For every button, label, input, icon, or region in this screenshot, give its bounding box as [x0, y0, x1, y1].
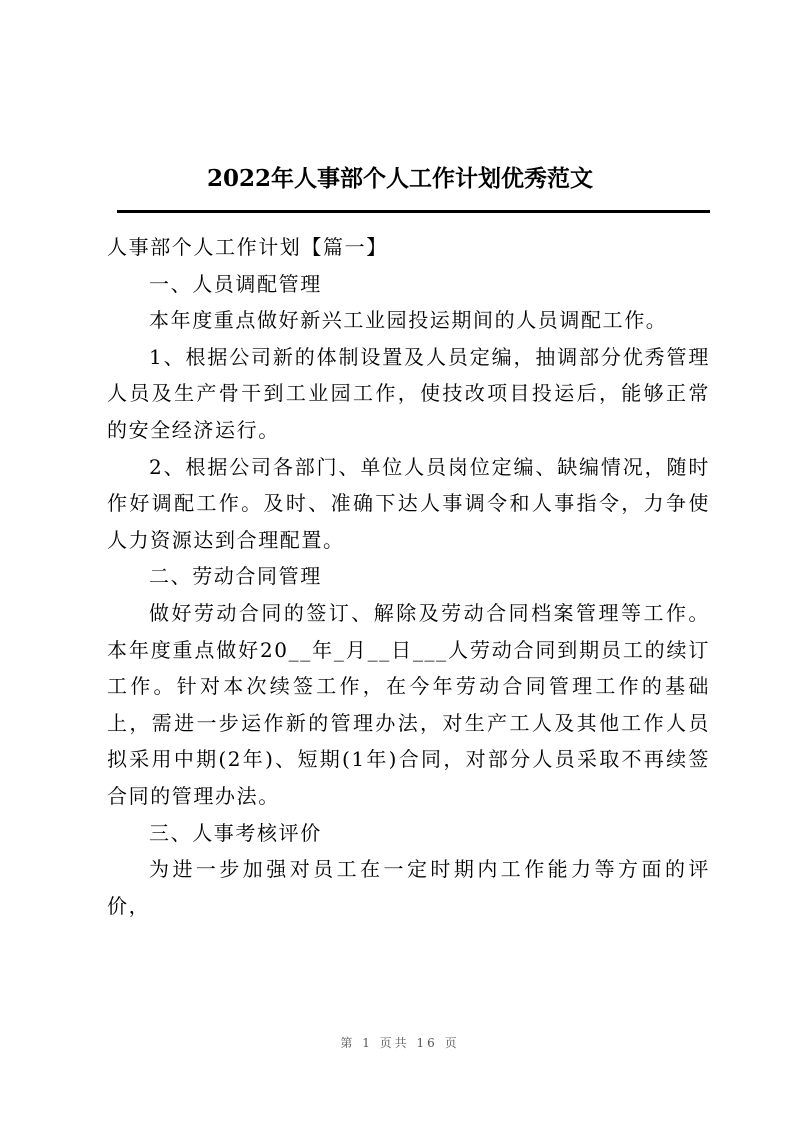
document-body	[107, 229, 710, 924]
paragraph: 本年度重点做好新兴工业园投运期间的人员调配工作。	[149, 308, 668, 333]
title-divider	[117, 210, 710, 213]
paragraph: 2、根据公司各部门、单位人员岗位定编、缺编情况，随时作好调配工作。及时、准确下达人事调令和人事指令，力争使人力资源达到合理配置。	[107, 454, 710, 552]
paragraph: 为进一步加强对员工在一定时期内工作能力等方面的评价，	[107, 857, 710, 918]
heading-personnel-assessment: 三、人事考核评价	[149, 820, 322, 845]
heading-labor-contract: 二、劳动合同管理	[149, 564, 322, 589]
paragraph: 做好劳动合同的签订、解除及劳动合同档案管理等工作。本年度重点做好20__年_月__日___人劳动合同到期员工的续订工作。针对本次续签工作，在今年劳动合同管理工作的基础上，需进一步运作新的管理办法，对生产工人及其他工作人员拟采用中期(2年)、短期(1年)合同，对部分人员采取不再续签合同的管理办法。	[107, 600, 710, 808]
section-heading-part-one: 人事部个人工作计划【篇一】	[107, 235, 388, 259]
heading-personnel-allocation: 一、人员调配管理	[149, 271, 322, 296]
document-title: 2022年人事部个人工作计划优秀范文	[206, 165, 593, 192]
page-number: 第 1 页共 16 页	[340, 1036, 460, 1050]
paragraph: 1、根据公司新的体制设置及人员定编，抽调部分优秀管理人员及生产骨干到工业园工作，使技改项目投运后，能够正常的安全经济运行。	[107, 344, 710, 442]
